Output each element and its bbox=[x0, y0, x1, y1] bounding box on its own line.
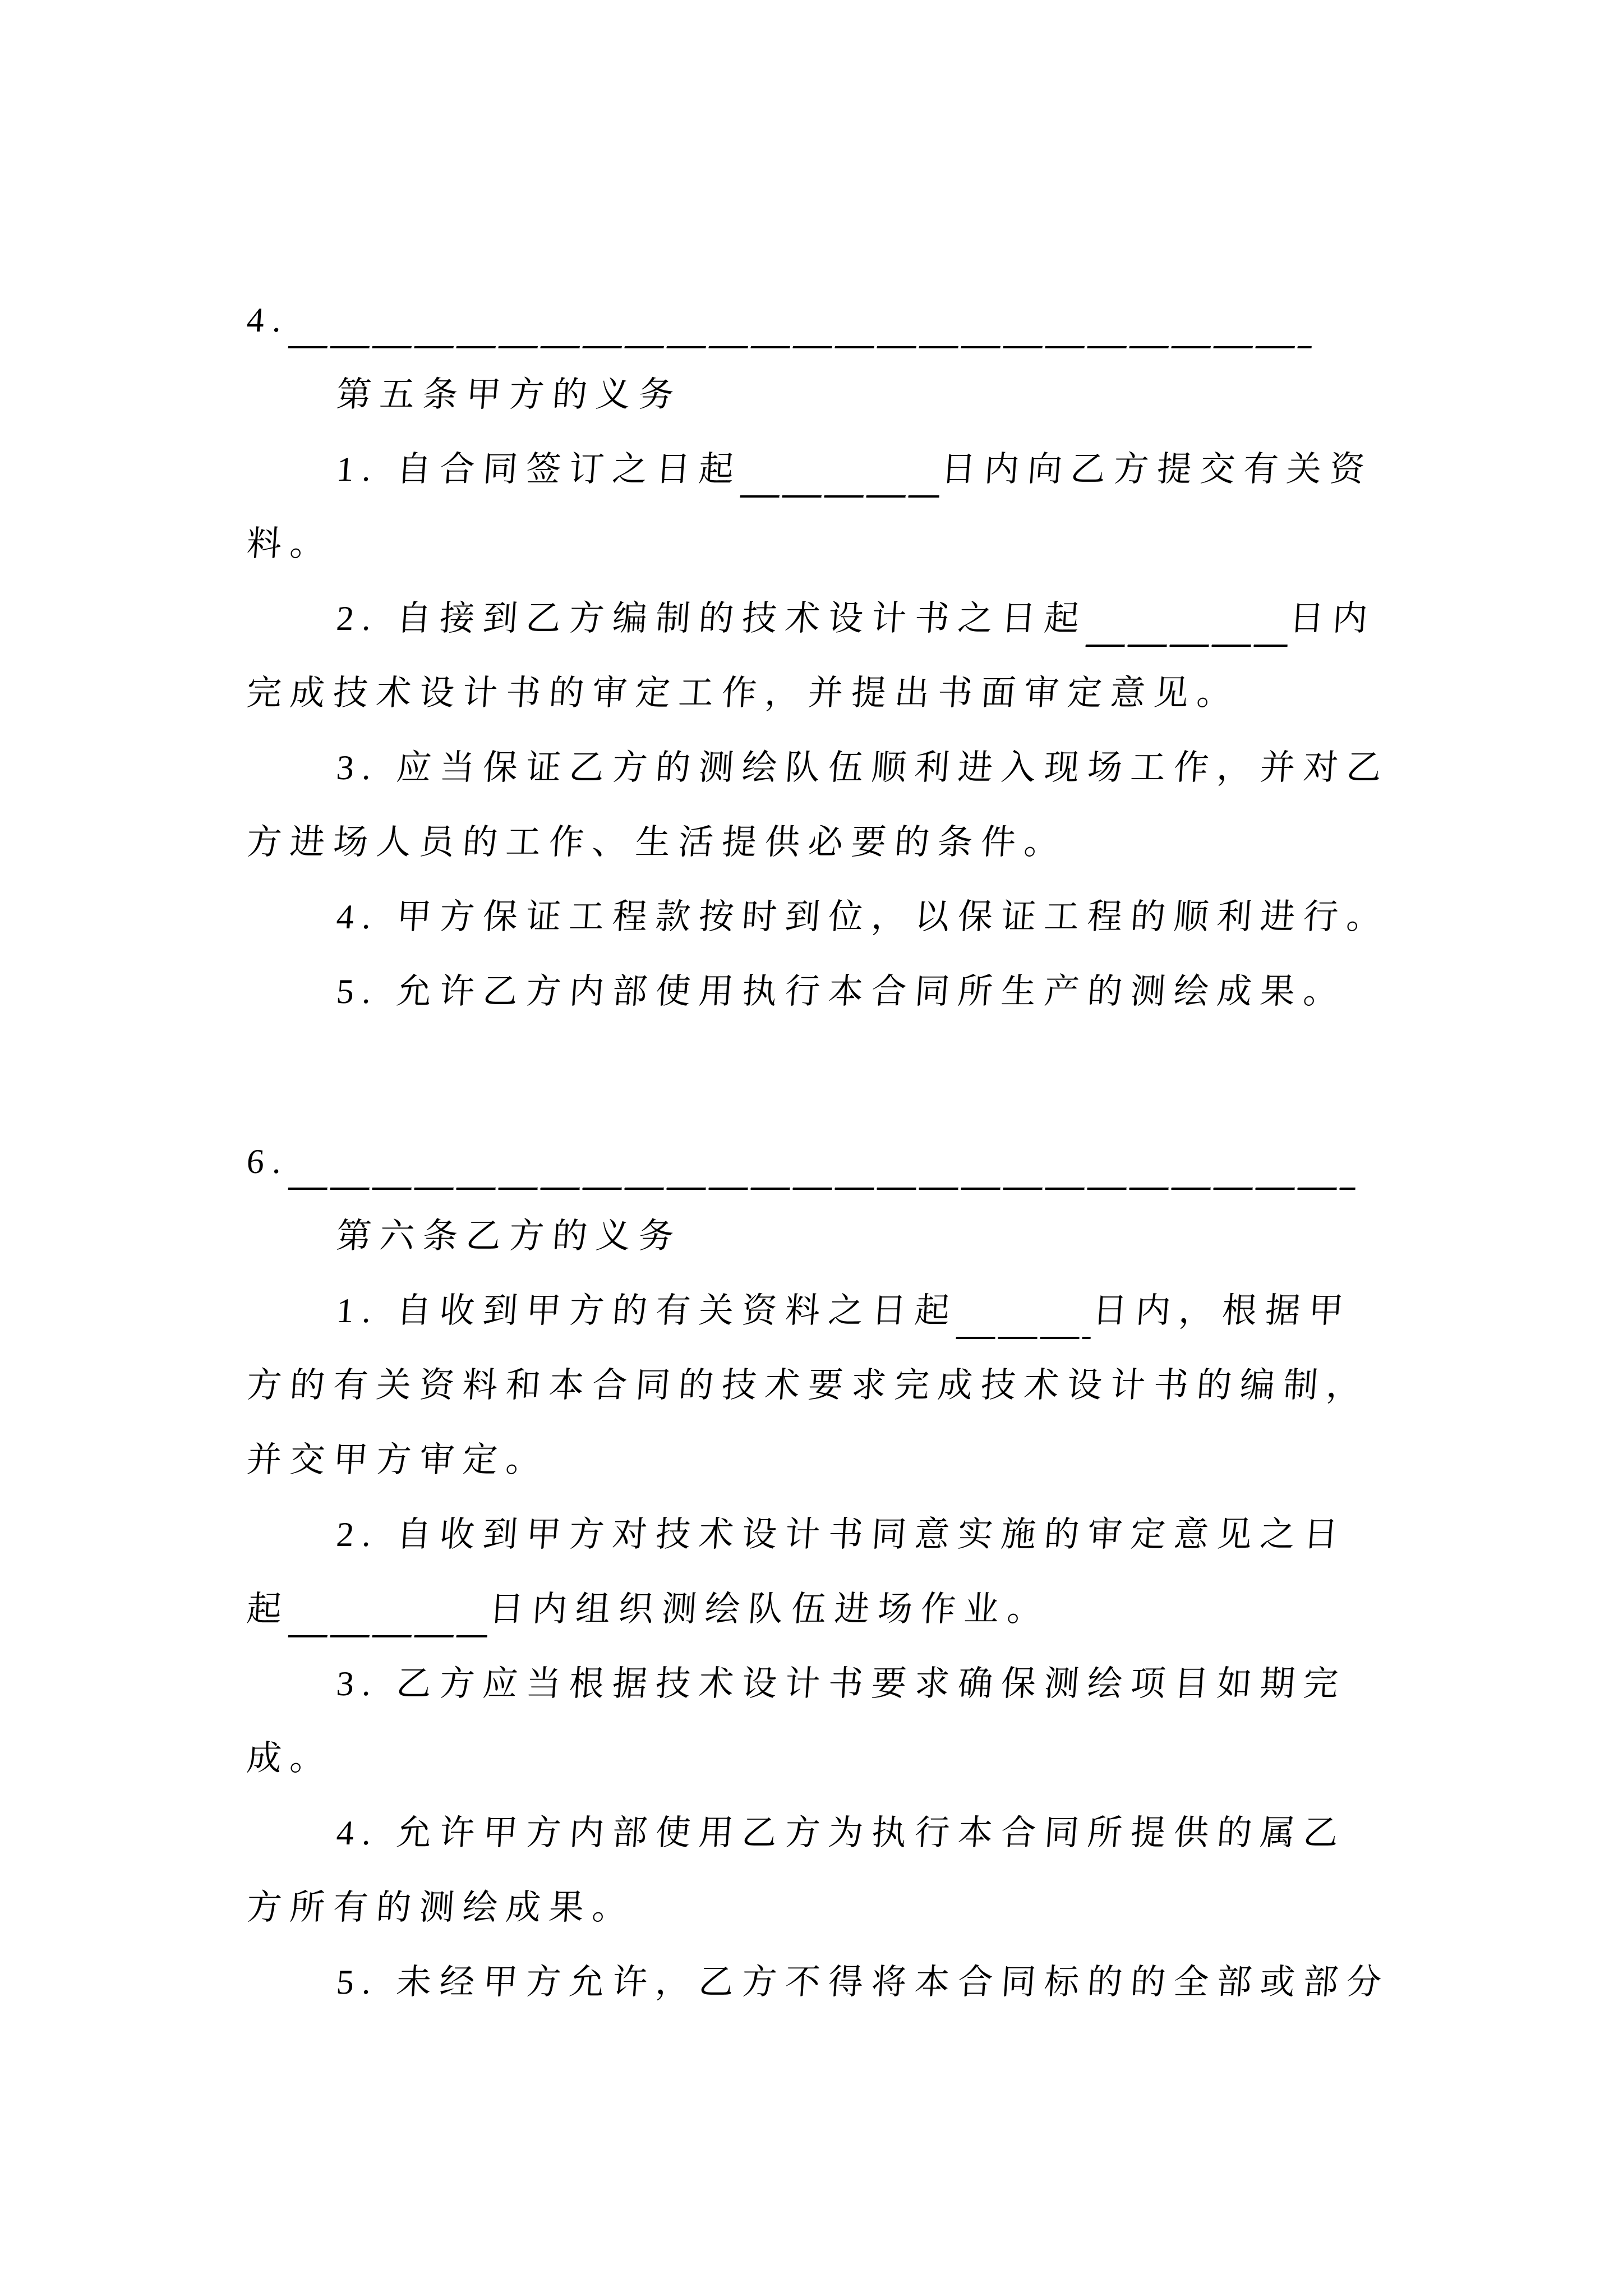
text-run: 料。 bbox=[245, 525, 335, 563]
text-run: 完成技术设计书的审定工作，并提出书面审定意见。 bbox=[245, 674, 1242, 712]
contract-text-line bbox=[244, 1945, 1623, 2020]
contract-text-line bbox=[244, 1871, 1623, 1945]
contract-text-line bbox=[244, 432, 1623, 507]
text-run: 第六条乙方的义务 bbox=[335, 1217, 684, 1255]
text-run: 日内，根据甲 bbox=[1091, 1292, 1353, 1330]
text-run: 2. 自接到乙方编制的技术设计书之日起 bbox=[335, 600, 1089, 638]
text-run: 6. bbox=[245, 1143, 291, 1181]
contract-text-line bbox=[244, 880, 1623, 955]
contract-text-line bbox=[244, 806, 1623, 880]
section-heading-line bbox=[244, 1125, 1623, 1199]
text-run: 方进场人员的工作、生活提供必要的条件。 bbox=[245, 823, 1069, 862]
contract-text-line bbox=[244, 582, 1623, 656]
contract-text-line bbox=[244, 1274, 1623, 1349]
text-run: 1. 自收到甲方的有关资料之日起 bbox=[335, 1292, 960, 1330]
contract-text-line bbox=[244, 1498, 1623, 1572]
text-run: 1. 自合同签订之日起 bbox=[335, 450, 744, 489]
fill-in-blank bbox=[740, 495, 939, 498]
text-run: 4. 允许甲方内部使用乙方为执行本合同所提供的属乙 bbox=[335, 1814, 1348, 1852]
text-run: 起 bbox=[245, 1590, 292, 1628]
contract-text-line bbox=[244, 731, 1623, 806]
text-run: 并交甲方审定。 bbox=[245, 1441, 551, 1479]
section-gap bbox=[247, 1029, 1623, 1125]
text-run: 2. 自收到甲方对技术设计书同意实施的审定意见之日 bbox=[335, 1516, 1348, 1554]
text-run: 4. 甲方保证工程款按时到位，以保证工程的顺利进行。 bbox=[335, 898, 1391, 936]
contract-text-line bbox=[244, 1722, 1623, 1796]
text-run: 方所有的测绘成果。 bbox=[245, 1889, 637, 1927]
text-run: 方的有关资料和本合同的技术要求完成技术设计书的编制， bbox=[245, 1366, 1371, 1405]
section-heading-line bbox=[244, 283, 1623, 358]
contract-text-line bbox=[244, 358, 1623, 432]
text-run: 3. 乙方应当根据技术设计书要求确保测绘项目如期完 bbox=[335, 1665, 1348, 1703]
contract-text-line bbox=[244, 1199, 1623, 1274]
text-run: 日内组织测绘队伍进场作业。 bbox=[487, 1590, 1052, 1628]
contract-text-line bbox=[244, 1349, 1623, 1423]
text-run: 第五条甲方的义务 bbox=[335, 376, 684, 414]
contract-text-line bbox=[244, 507, 1623, 582]
contract-text-line bbox=[244, 1796, 1623, 1871]
contract-text-line bbox=[244, 1647, 1623, 1722]
contract-text-line bbox=[244, 955, 1623, 1029]
contract-text-line bbox=[244, 1572, 1623, 1647]
text-run: 5. 允许乙方内部使用执行本合同所生产的测绘成果。 bbox=[335, 973, 1348, 1011]
text-run: 4. bbox=[245, 301, 291, 339]
contract-text-line bbox=[244, 656, 1623, 731]
text-run: 日内 bbox=[1288, 600, 1377, 638]
fill-in-blank bbox=[1086, 645, 1288, 647]
text-run: 3. 应当保证乙方的测绘队伍顺利进入现场工作，并对乙 bbox=[335, 749, 1391, 787]
fill-in-blank bbox=[288, 1635, 487, 1637]
text-run: 日内向乙方提交有关资 bbox=[939, 450, 1375, 489]
contract-text-line bbox=[244, 1423, 1623, 1498]
fill-in-blank bbox=[956, 1337, 1091, 1339]
text-run: 成。 bbox=[245, 1740, 335, 1778]
fill-in-blank bbox=[288, 346, 1311, 348]
fill-in-blank bbox=[288, 1188, 1355, 1190]
text-run: 5. 未经甲方允许，乙方不得将本合同标的的全部或部分 bbox=[335, 1963, 1391, 2001]
